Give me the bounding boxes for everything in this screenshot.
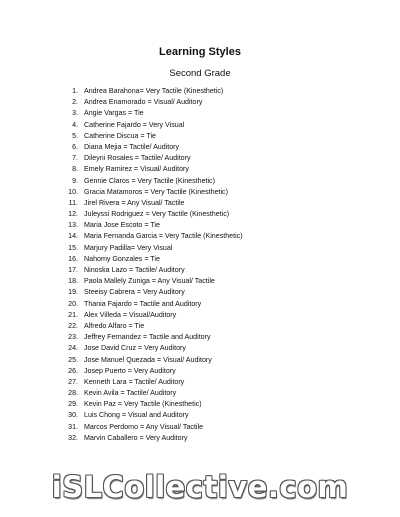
list-item <box>68 265 243 276</box>
list-item-number: 5. <box>72 131 78 140</box>
list-item-number: 27. <box>68 377 78 386</box>
list-item <box>68 321 243 332</box>
list-item <box>68 377 243 388</box>
list-item-text: Andrea Enamorado = Visual/ Auditory <box>84 98 203 107</box>
list-item <box>68 209 243 220</box>
list-item-text: Catherine Fajardo = Very Visual <box>84 120 185 129</box>
list-item-number: 19. <box>68 288 78 297</box>
list-item-text: Alex Villeda = Visual/Auditory <box>84 310 177 319</box>
list-item-number: 21. <box>68 310 78 319</box>
list-item-number: 1. <box>72 87 78 95</box>
list-item-text: Jeffrey Fernandez = Tactile and Auditory <box>84 333 211 342</box>
list-item-number: 25. <box>68 355 78 364</box>
list-item-text: Luis Chong = Visual and Auditory <box>84 411 189 420</box>
list-item <box>68 86 243 97</box>
list-item <box>68 388 243 399</box>
page-subtitle: Second Grade <box>169 68 231 79</box>
list-item <box>68 410 243 421</box>
list-item-text: Catherine Discua = Tie <box>84 131 156 140</box>
list-item-text: Maria Fernanda Garcia = Very Tactile (Kinesthetic) <box>84 232 243 241</box>
list-item-number: 15. <box>68 243 78 252</box>
watermark-logo: iSLCollective.com <box>51 470 349 504</box>
list-item-text: Ninoska Lazo = Tactile/ Auditory <box>84 266 185 274</box>
list-item-number: 29. <box>68 400 78 409</box>
list-item-number: 30. <box>68 411 78 420</box>
page-title: Learning Styles <box>159 46 241 58</box>
list-item <box>68 422 243 433</box>
list-item <box>68 142 243 153</box>
list-item <box>68 366 243 377</box>
list-item-number: 13. <box>68 221 78 230</box>
list-item <box>68 198 243 209</box>
list-item <box>68 332 243 343</box>
list-item-text: Kevin Paz = Very Tactile (Kinesthetic) <box>84 400 202 409</box>
list-item-text: Jirel Rivera = Any Visual/ Tactile <box>84 198 185 207</box>
list-item-number: 17. <box>68 266 78 274</box>
list-item-number: 4. <box>72 120 78 129</box>
list-item-text: Josep Puerto = Very Auditory <box>84 366 176 375</box>
list-item <box>68 399 243 410</box>
list-item-number: 31. <box>68 422 78 431</box>
list-item-text: Maria Jose Escoto = Tie <box>84 221 160 230</box>
list-item-text: Steeisy Cabrera = Very Auditory <box>84 288 185 297</box>
list-item-text: Angie Vargas = Tie <box>84 109 144 118</box>
list-item-number: 18. <box>68 277 78 286</box>
list-item-text: Jose Manuel Quezada = Visual/ Auditory <box>84 355 212 364</box>
list-item-text: Marjury Padilla= Very Visual <box>84 243 173 252</box>
list-item-number: 23. <box>68 333 78 342</box>
list-item <box>68 287 243 298</box>
list-item <box>68 176 243 187</box>
list-item <box>68 276 243 287</box>
list-item-number: 6. <box>72 142 78 151</box>
list-item-number: 7. <box>72 154 78 163</box>
list-item <box>68 120 243 131</box>
list-item-text: Marcos Perdomo = Any Visual/ Tactile <box>84 422 204 431</box>
list-item <box>68 231 243 242</box>
list-item-text: Nahomy Gonzales = Tie <box>84 254 160 263</box>
list-item <box>68 131 243 142</box>
list-item-text: Gennie Claros = Very Tactile (Kinesthetic) <box>84 176 215 185</box>
list-item-number: 16. <box>68 254 78 263</box>
list-item-number: 32. <box>68 433 78 442</box>
list-item-text: Paola Mallely Zuniga = Any Visual/ Tactile <box>84 277 215 286</box>
list-item-text: Jose David Cruz = Very Auditory <box>84 344 186 353</box>
list-item-text: Andrea Barahona= Very Tactile (Kinesthetic) <box>84 87 224 95</box>
list-item-number: 26. <box>68 366 78 375</box>
list-item <box>68 97 243 108</box>
list-item-number: 2. <box>72 98 78 107</box>
student-list <box>68 86 243 444</box>
list-item-text: Marvin Caballero = Very Auditory <box>84 433 188 442</box>
list-item-number: 9. <box>72 176 78 185</box>
list-item <box>68 153 243 164</box>
list-item <box>68 310 243 321</box>
list-item-number: 22. <box>68 321 78 330</box>
list-item <box>68 187 243 198</box>
list-item-number: 28. <box>68 389 78 398</box>
list-item <box>68 164 243 175</box>
list-item-number: 11. <box>68 198 78 207</box>
list-item-text: Thania Fajardo = Tactile and Auditory <box>84 299 202 308</box>
list-item-number: 12. <box>68 210 78 219</box>
list-item <box>68 108 243 119</box>
list-item-number: 8. <box>72 165 78 174</box>
list-item-text: Diana Mejia = Tactile/ Auditory <box>84 142 180 151</box>
list-item <box>68 220 243 231</box>
list-item <box>68 355 243 366</box>
list-item <box>68 433 243 444</box>
list-item-number: 3. <box>72 109 78 118</box>
list-item-number: 10. <box>68 187 78 196</box>
list-item <box>68 299 243 310</box>
list-item-number: 14. <box>68 232 78 241</box>
list-item-number: 24. <box>68 344 78 353</box>
list-item-text: Juleyssi Rodriguez = Very Tactile (Kinesthetic) <box>84 210 230 219</box>
list-item <box>68 254 243 265</box>
list-item-text: Kevin Avila = Tactile/ Auditory <box>84 389 177 398</box>
list-item <box>68 243 243 254</box>
list-item-text: Emely Ramirez = Visual/ Auditory <box>84 165 189 174</box>
list-item-text: Kenneth Lara = Tactile/ Auditory <box>84 377 185 386</box>
list-item-text: Alfredo Alfaro = Tie <box>84 321 145 330</box>
list-item-text: Dileyni Rosales = Tactile/ Auditory <box>84 154 191 163</box>
list-item-text: Gracia Matamoros = Very Tactile (Kinesthetic) <box>84 187 228 196</box>
list-item <box>68 343 243 354</box>
list-item-number: 20. <box>68 299 78 308</box>
